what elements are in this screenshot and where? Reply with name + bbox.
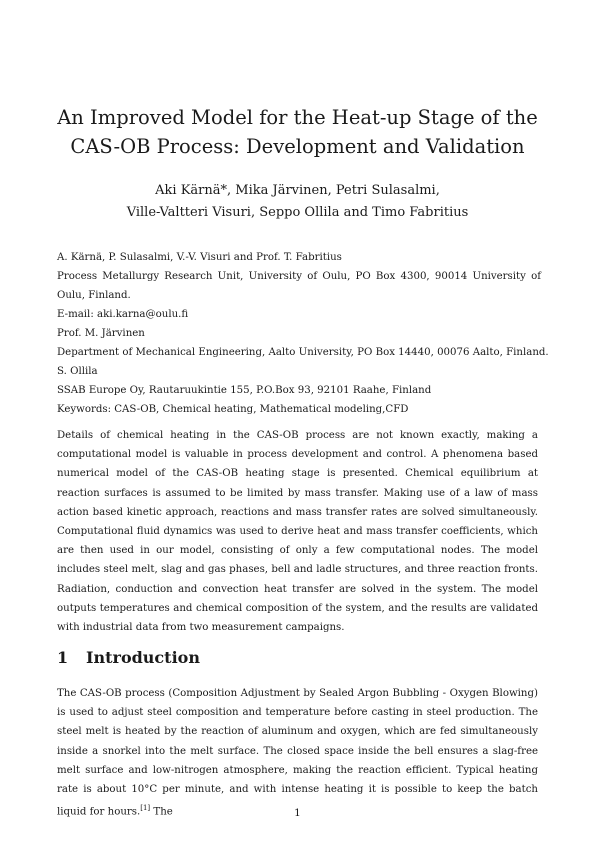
email: E-mail: aki.karna@oulu.fi (57, 309, 189, 320)
paper-title (40, 103, 555, 161)
keywords: Keywords: CAS-OB, Chemical heating, Mathematical modeling,CFD (57, 404, 409, 415)
author-list (40, 180, 555, 224)
introduction-paragraph (57, 684, 538, 822)
section-heading (57, 648, 200, 667)
abstract: Details of chemical heating in the CAS-OB process are not known exactly, making a computational model is valuable in process development and control. A phenomena based numerical model of the CAS-OB heating stage is presented. Chemical equilibrium at reaction surfaces is assumed to be limited by mass transfer. Making use of a law of mass action based kinetic approach, reactions and mass transfer rates are solved simultaneously. Computational fluid dynamics was used to derive heat and mass transfer coefficients, which are then used in our model, consisting of only a few computational nodes. The model includes steel melt, slag and gas phases, bell and ladle structures, and three reaction fronts. Radiation, conduction and convection heat transfer are solved in the system. The model outputs temperatures and chemical composition of the system, and the results are validated with industrial data from two measurement campaigns. (57, 430, 538, 634)
section-number: 1 (57, 648, 69, 667)
authors-line-2: Ville-Valtteri Visuri, Seppo Ollila and Timo Fabritius (126, 205, 469, 220)
affiliations (57, 248, 549, 419)
intro-text-continued: The (150, 806, 173, 818)
affiliation-1-address: Process Metallurgy Research Unit, University of Oulu, PO Box 4300, 90014 University of Oulu, Finland. (57, 271, 541, 301)
affiliation-3-address: SSAB Europe Oy, Rautaruukintie 155, P.O.Box 93, 92101 Raahe, Finland (57, 385, 432, 396)
affiliation-3-names: S. Ollila (57, 366, 98, 377)
page-number: 1 (294, 807, 301, 819)
section-title: Introduction (86, 648, 200, 667)
intro-text: The CAS-OB process (Composition Adjustment by Sealed Argon Bubbling - Oxygen Blowing) is used to adjust steel composition and temperature before casting in steel production. The steel melt is heated by the reaction of aluminum and oxygen, which are fed simultaneously inside a snorkel into the melt surface. The closed space inside the bell ensures a slag-free melt surface and low-nitrogen atmosphere, making the reaction efficient. Typical heating rate is about 10°C per minute, and with intense heating it is possible to keep the batch liquid for hours. (57, 688, 538, 818)
title-line-2: CAS-OB Process: Development and Validation (70, 135, 525, 158)
affiliation-2-address: Department of Mechanical Engineering, Aalto University, PO Box 14440, 00076 Aalto, Finland. (57, 347, 549, 358)
title-line-1: An Improved Model for the Heat-up Stage of the (57, 106, 538, 129)
citation: [1] (140, 804, 151, 813)
affiliation-1-names: A. Kärnä, P. Sulasalmi, V.-V. Visuri and Prof. T. Fabritius (57, 252, 342, 263)
authors-line-1: Aki Kärnä*, Mika Järvinen, Petri Sulasalmi, (155, 183, 440, 198)
affiliation-2-names: Prof. M. Järvinen (57, 328, 145, 339)
